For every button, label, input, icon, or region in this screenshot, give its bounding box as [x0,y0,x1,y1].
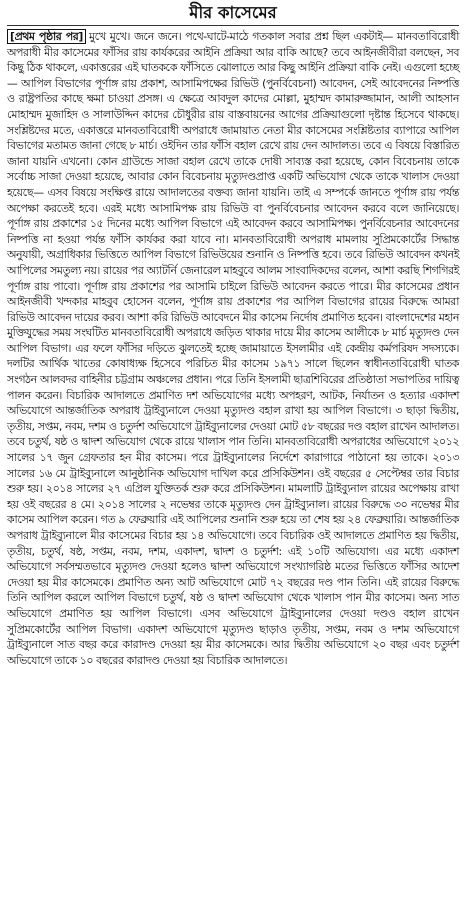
continued-from-front-page-label: [প্রথম পৃষ্ঠার পর] [7,29,86,44]
article-body-text: মুখে মুখে। জনে জনে। পথে-ঘাটে-মাঠে গতকাল সবার প্রশ্ন ছিল একটাই— মানবতাবিরোধী অপরাধী মীর কাসেমের ফাঁসির রায় কার্যকরের আইনি প্রক্রিয়া আর বাকি আছে? তবে আইনজীবীরা বলছেন, সব কিছু ঠিক থাকলে, একাত্তরের এই ঘাতককে ফাঁসিতে ঝোলাতে আর কিছু আইনি প্রক্রিয়া বাকি নেই। এগুলো হচ্ছে— আপিল বিভাগের পূর্ণাঙ্গ রায় প্রকাশ, আসামিপক্ষের রিভিউ (পুনর্বিবেচনা) আবেদন, সেই আবেদনের নিষ্পত্তি ও রাষ্ট্রপতির কাছে ক্ষমা চাওয়া প্রসঙ্গ। এ ক্ষেত্রে আবদুল কাদের মোল্লা, মুহাম্মদ কামারুজ্জামান, আলী আহসান মোহাম্মদ মুজাহিদ ও সালাউদ্দিন কাদের চৌধুরীর রায় বাস্তবায়নের আগের প্রক্রিয়াগুলো দৃষ্টান্ত হিসেবে থাকছে। সংশ্লিষ্টদের মতে, একাত্তরে মানবতাবিরোধী অপরাধে জামায়াত নেতা মীর কাসেমের সংশ্লিষ্টতার ব্যাপারে আপিল বিভাগের মতামত জানা গেছে ৮ মার্চ। ওইদিন তার ফাঁসি বহাল রেখে রায় দেন আদালত। তবে এ বিষয়ে বিস্তারিত জানা যায়নি এখনো। কোন গ্রাউন্ডে সাজা বহাল রেখে তাকে দোষী সাব্যস্ত করা হয়েছে, কোন বিবেচনায় তাকে সর্বোচ্চ সাজা দেওয়া হয়েছে, আবার কোন বিবেচনায় মৃত্যুদণ্ডপ্রাপ্ত একটি অভিযোগ থেকে তাকে খালাস দেওয়া হয়েছে— এসব বিষয়ে সংক্ষিপ্ত রায়ে আদালতের বক্তব্য জানা যায়নি। তাই এ সম্পর্কে জানতে পূর্ণাঙ্গ রায় পর্যন্ত অপেক্ষা করতেই হবে। এরই মধ্যে আসামিপক্ষ রায় রিভিউ বা পুনর্বিবেচনার আবেদন করবে বলে জানিয়েছে। পূর্ণাঙ্গ রায় প্রকাশের ১৫ দিনের মধ্যে আপিল বিভাগে এই আবেদন করবে আসামিপক্ষ। পুনর্বিবেচনার আবেদনের নিষ্পত্তি না হওয়া পর্যন্ত ফাঁসি কার্যকর করা যাবে না। মানবতাবিরোধী অপরাধ মামলায় সুপ্রিমকোর্টের সিদ্ধান্ত অনুযায়ী, অগ্রাধিকার ভিত্তিতে আপিল বিভাগে রিভিউয়ের শুনানি ও নিষ্পত্তি হবে। তবে রিভিউ আবেদন কখনই আপিলের সমতুল্য নয়। রায়ের পর অ্যাটর্নি জেনারেল মাহবুবে আলম সাংবাদিকদের বলেন, আশা করছি শিগগিরই পূর্ণাঙ্গ রায় পাবো। পূর্ণাঙ্গ রায় প্রকাশের পর আসামি চাইলে রিভিউ আবেদন করতে পারে। মীর কাসেমের প্রধান আইনজীবী খন্দকার মাহবুব হোসেন বলেন, পূর্ণাঙ্গ রায় প্রকাশের পর আপিল বিভাগের রায়ের বিরুদ্ধে আমরা রিভিউ আবেদন দায়ের করব। আশা করি রিভিউ আবেদনে মীর কাসেম নির্দোষ প্রমাণিত হবেন। বাংলাদেশের মহান মুক্তিযুদ্ধের সময় সংঘটিত মানবতাবিরোধী অপরাধে জড়িত থাকার দায়ে মীর কাসেম আলীকে ৮ মার্চ মৃত্যুদণ্ড দেন আপিল বিভাগ। এর ফলে ফাঁসির দড়িতে ঝুলতেই হচ্ছে জামায়াতে ইসলামীর এই কেন্দ্রীয় কর্মপরিষদ সদস্যকে। দলটির আর্থিক খাতের কোষাধ্যক্ষ হিসেবে পরিচিত মীর কাসেম ১৯৭১ সালে ছিলেন স্বাধীনতাবিরোধী ঘাতক সংগঠন আলবদর বাহিনীর চট্টগ্রাম অঞ্চলের প্রধান। পরে তিনি ইসলামী ছাত্রশিবিরের প্রতিষ্ঠাতা সভাপতির দায়িত্ব পালন করেন। বিচারিক আদালতে প্রমাণিত দশ অভিযোগের মধ্যে অপহরণ, আটক, নির্যাতন ও হত্যার একাদশ অভিযোগে আন্তর্জাতিক অপরাধ ট্রাইব্যুনালে দেওয়া মৃত্যুদণ্ড বহাল রাখা হয় আপিল বিভাগে। ৩ ছাড়া দ্বিতীয়, তৃতীয়, সপ্তম, নবম, দশম ও চতুর্দশ অভিযোগে ট্রাইব্যুনালের দেওয়া মোট ৫৮ বছরের দণ্ড বহাল রাখেন আদালত। তবে চতুর্থ, ষষ্ঠ ও দ্বাদশ অভিযোগ থেকে রায়ে খালাস পান তিনি। মানবতাবিরোধী অপরাধের অভিযোগে ২০১২ সালের ১৭ জুন গ্রেফতার হন মীর কাসেম। পরে ট্রাইব্যুনালের নির্দেশে কারাগারে পাঠানো হয় তাকে। ২০১৩ সালের ১৬ মে ট্রাইব্যুনালে আনুষ্ঠানিক অভিযোগ দাখিল করে প্রসিকিউশন। ওই বছরের ৫ সেপ্টেম্বর তার বিচার শুরু হয়। ২০১৪ সালের ২৭ এপ্রিল যুক্তিতর্ক শুরু করে প্রসিকিউশন। মামলাটি ট্রাইব্যুনাল রায়ের অপেক্ষায় রাখা হয় ওই বছরের ৪ মে। ২০১৪ সালের ২ নভেম্বর তাকে মৃত্যুদণ্ড দেন ট্রাইব্যুনাল। রায়ের বিরুদ্ধে ৩০ নভেম্বর মীর কাসেম আপিল করেন। গত ৯ ফেব্রুয়ারি এই আপিলের শুনানি শুরু হয়ে তা শেষ হয় ২৪ ফেব্রুয়ারি। আন্তর্জাতিক অপরাধ ট্রাইব্যুনালে মীর কাসেমের বিচার হয় ১৪ অভিযোগে। তবে বিচারিক ওই আদালতে প্রমাণিত হয় দ্বিতীয়, তৃতীয়, চতুর্থ, ষষ্ঠ, সপ্তম, নবম, দশম, একাদশ, দ্বাদশ ও চতুর্দশ: এই ১০টি অভিযোগ। এর মধ্যে একাদশ অভিযোগে সর্বসম্মতভাবে মৃত্যুদণ্ড দেওয়া হলেও দ্বাদশ অভিযোগে সংখ্যাগরিষ্ঠ মতের ভিত্তিতে ফাঁসির আদেশ দেওয়া হয় মীর কাসেমকে। প্রমাণিত অন্য আট অভিযোগে মোট ৭২ বছরের দণ্ড পান তিনি। এই রায়ের বিরুদ্ধে তিনি আপিল করলে আপিল বিভাগে চতুর্থ, ষষ্ঠ ও দ্বাদশ অভিযোগ থেকে খালাস পান মীর কাসেম। অন্য সাত অভিযোগে প্রমাণিত হয় আপিল বিভাগে। এসব অভিযোগে ট্রাইব্যুনালের দেওয়া দণ্ডও বহাল রাখেন সুপ্রিমকোর্টের আপিল বিভাগ। একাদশ অভিযোগে মৃত্যুদণ্ড ছাড়াও তৃতীয়, সপ্তম, নবম ও দশম অভিযোগে ট্রাইব্যুনালে সাত বছর করে কারাদণ্ড দেওয়া হয় মীর কাসেমকে। আর দ্বিতীয় অভিযোগে ২০ বছর এবং চতুর্দশ অভিযোগে তাকে ১০ বছরের কারাদণ্ড দেওয়া হয় বিচারিক আদালতে। [7,30,460,667]
article-headline: মীর কাসেমের [7,4,459,26]
article-body [7,29,459,668]
